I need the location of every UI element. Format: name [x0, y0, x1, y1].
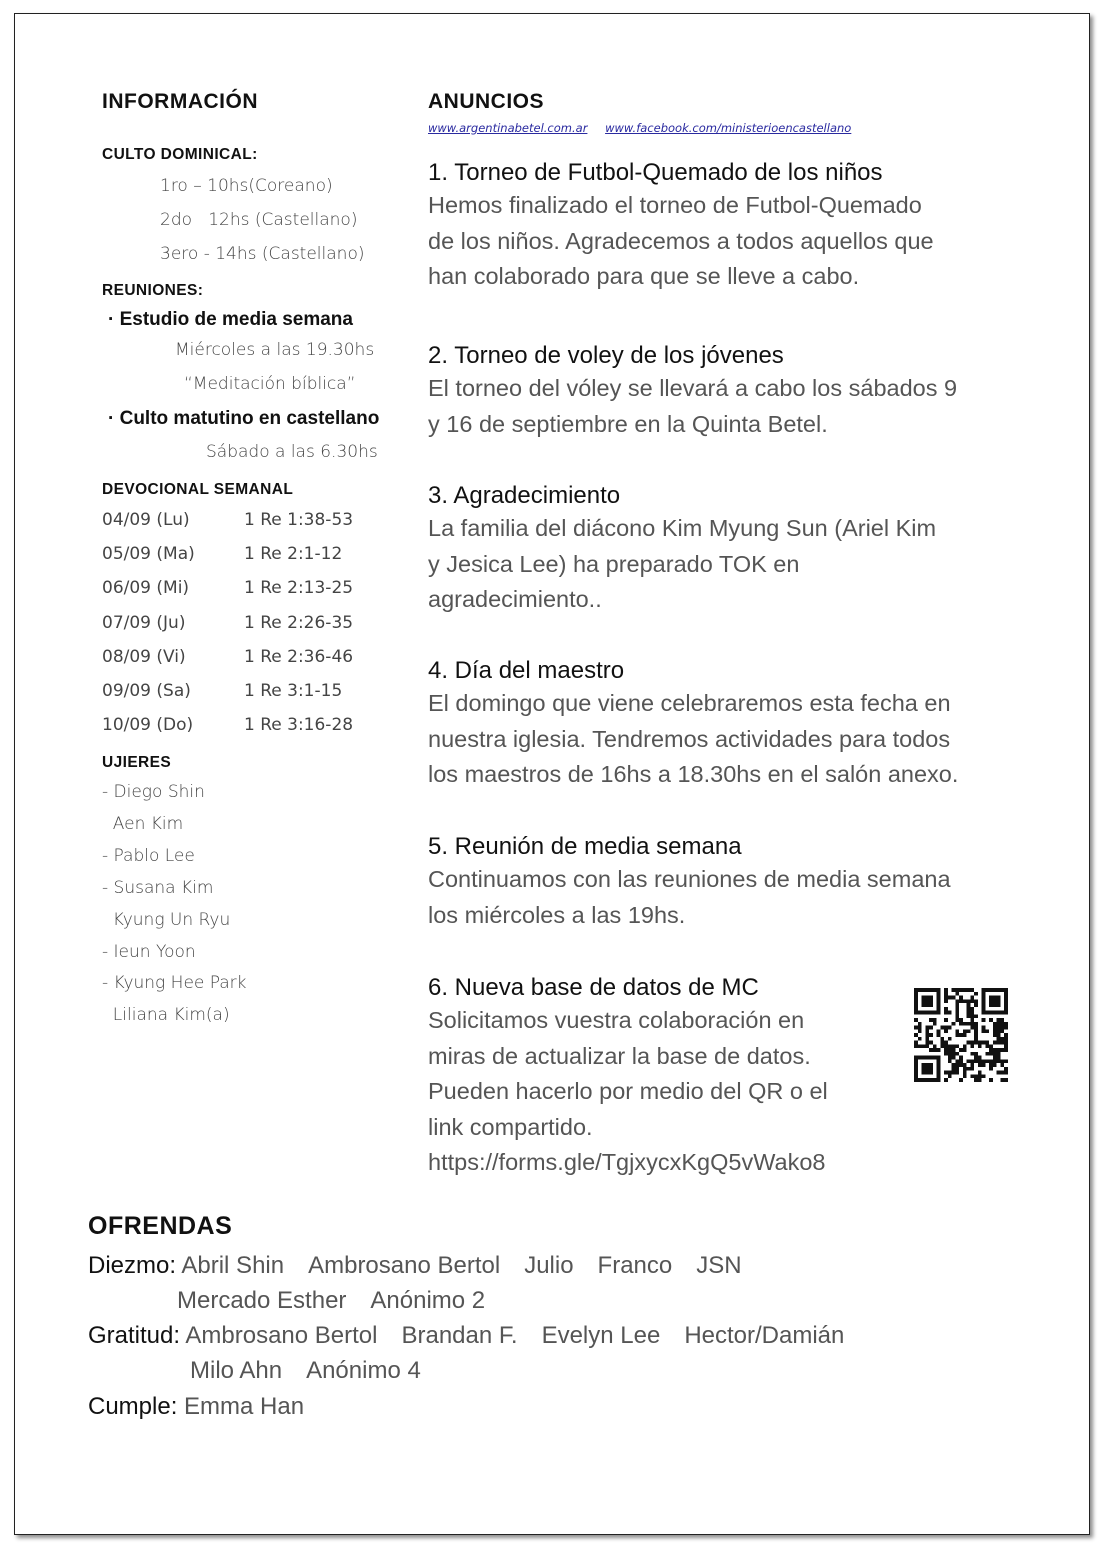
diezmo-label: Diezmo:	[88, 1252, 177, 1279]
reunion-time: Miércoles a las 19.30hs	[175, 340, 375, 360]
announcement-title: 3. Agradecimiento	[428, 482, 621, 509]
announcement-text: han colaborado para que se lleve a cabo.	[428, 263, 860, 289]
reunion-note: “Meditación bíblica”	[184, 374, 356, 394]
gratitud-label: Gratitud:	[88, 1322, 181, 1349]
announcement-text: y 16 de septiembre en la Quinta Betel.	[428, 410, 828, 437]
announcement-text: link compartido.	[428, 1113, 593, 1140]
announcement-title: 2. Torneo de voley de los jóvenes	[428, 342, 784, 369]
reunion-time: Sábado a las 6.30hs	[206, 442, 378, 462]
reunion-title: · Estudio de media semana	[108, 309, 353, 330]
donor-name: Julio	[524, 1252, 574, 1279]
donor-name: Abril Shin	[181, 1252, 285, 1279]
donor-name: Ambrosano Bertol	[185, 1322, 378, 1349]
reuniones-heading: REUNIONES:	[102, 282, 204, 299]
announcement-text: agradecimiento..	[428, 586, 602, 612]
donor-name: Emma Han	[184, 1393, 305, 1420]
announcement-text: El torneo del vóley se llevará a cabo los sábados 9	[428, 375, 958, 401]
announcement-text: los miércoles a las 19hs.	[428, 901, 686, 928]
devocional-reference: 1 Re 3:16-28	[244, 715, 354, 736]
announcement-text: de los niños. Agradecemos a todos aquellos que	[428, 227, 934, 254]
announcement-text: Solicitamos vuestra colaboración en	[428, 1007, 805, 1033]
donor-name: Anónimo 4	[306, 1357, 421, 1384]
ujier-item: - Ieun Yoon	[102, 941, 196, 962]
ujier-item: Aen Kim	[102, 813, 184, 834]
anuncios-title: ANUNCIOS	[428, 90, 545, 113]
culto-heading: CULTO DOMINICAL:	[102, 146, 258, 163]
gratitud-line	[190, 1357, 421, 1385]
ujier-item: Kyung Un Ryu	[102, 909, 231, 930]
devocional-reference: 1 Re 2:1-12	[244, 544, 343, 565]
diezmo-line	[88, 1252, 742, 1280]
devocional-date: 09/09 (Sa)	[102, 681, 191, 701]
devocional-reference: 1 Re 1:38-53	[244, 510, 354, 530]
culto-item: 3ero - 14hs (Castellano)	[160, 244, 365, 264]
devocional-date: 08/09 (Vi)	[102, 646, 186, 667]
announcement-text: La familia del diácono Kim Myung Sun (Ariel Kim	[428, 515, 937, 541]
diezmo-line	[177, 1287, 485, 1315]
qr-code-icon	[914, 988, 1008, 1082]
announcement-text: Hemos finalizado el torneo de Futbol-Quemado	[428, 192, 922, 218]
devocional-date: 06/09 (Mi)	[102, 578, 190, 599]
devocional-heading: DEVOCIONAL SEMANAL	[102, 481, 294, 498]
announcement-title: 4. Día del maestro	[428, 657, 625, 684]
devocional-date: 04/09 (Lu)	[102, 510, 190, 530]
announcement-text: nuestra iglesia. Tendremos actividades para todos	[428, 725, 951, 752]
announcement-title: 6. Nueva base de datos de MC	[428, 974, 759, 1001]
links	[428, 121, 865, 135]
announcement-text: https://forms.gle/TgjxycxKgQ5vWako8	[428, 1149, 826, 1175]
ujier-item: Liliana Kim(a)	[102, 1005, 230, 1026]
reunion-title: · Culto matutino en castellano	[108, 408, 380, 429]
ujieres-heading: UJIERES	[102, 754, 172, 771]
cumple-line	[88, 1393, 304, 1421]
donor-name: Anónimo 2	[370, 1287, 486, 1314]
donor-name: Milo Ahn	[190, 1357, 283, 1384]
cumple-label: Cumple:	[88, 1393, 178, 1420]
info-column	[102, 90, 412, 1026]
devocional-reference: 1 Re 3:1-15	[244, 681, 343, 701]
devocional-date: 05/09 (Ma)	[102, 544, 195, 565]
culto-item: 2do 12hs (Castellano)	[160, 210, 358, 230]
donor-name: Ambrosano Bertol	[308, 1252, 501, 1279]
announcement-text: El domingo que viene celebraremos esta fecha en	[428, 690, 951, 716]
donor-name: Hector/Damián	[684, 1322, 845, 1349]
donor-name: JSN	[696, 1252, 742, 1279]
donor-name: Brandan F.	[401, 1322, 518, 1349]
donor-name: Franco	[597, 1252, 673, 1279]
facebook-link[interactable]: www.facebook.com/ministerioencastellano	[605, 121, 852, 135]
announcement-text: Pueden hacerlo por medio del QR o el	[428, 1078, 828, 1104]
ujier-item: - Pablo Lee	[102, 845, 195, 866]
ujier-item: - Susana Kim	[102, 877, 214, 898]
devocional-date: 07/09 (Ju)	[102, 612, 186, 633]
announcement-text: miras de actualizar la base de datos.	[428, 1042, 811, 1069]
announcement-text: Continuamos con las reuniones de media semana	[428, 866, 951, 892]
announcement-text: los maestros de 16hs a 18.30hs en el salón anexo.	[428, 761, 959, 787]
donor-name: Evelyn Lee	[541, 1322, 661, 1349]
donor-name: Mercado Esther	[177, 1287, 347, 1314]
website-link[interactable]: www.argentinabetel.com.ar	[428, 121, 588, 135]
info-title: INFORMACIÓN	[102, 90, 258, 113]
devocional-reference: 1 Re 2:36-46	[244, 646, 354, 667]
announcement-title: 1. Torneo de Futbol-Quemado de los niños	[428, 159, 883, 186]
announcement-text: y Jesica Lee) ha preparado TOK en	[428, 550, 800, 577]
announcement-title: 5. Reunión de media semana	[428, 833, 742, 860]
ujier-item: - Diego Shin	[102, 782, 205, 802]
ujier-item: - Kyung Hee Park	[102, 973, 247, 994]
gratitud-line	[88, 1322, 844, 1350]
devocional-reference: 1 Re 2:13-25	[244, 578, 354, 599]
anuncios-column	[428, 90, 1038, 1175]
devocional-reference: 1 Re 2:26-35	[244, 612, 354, 633]
devocional-date: 10/09 (Do)	[102, 715, 194, 736]
ofrendas-title: OFRENDAS	[88, 1212, 233, 1240]
culto-item: 1ro – 10hs(Coreano)	[160, 176, 333, 196]
